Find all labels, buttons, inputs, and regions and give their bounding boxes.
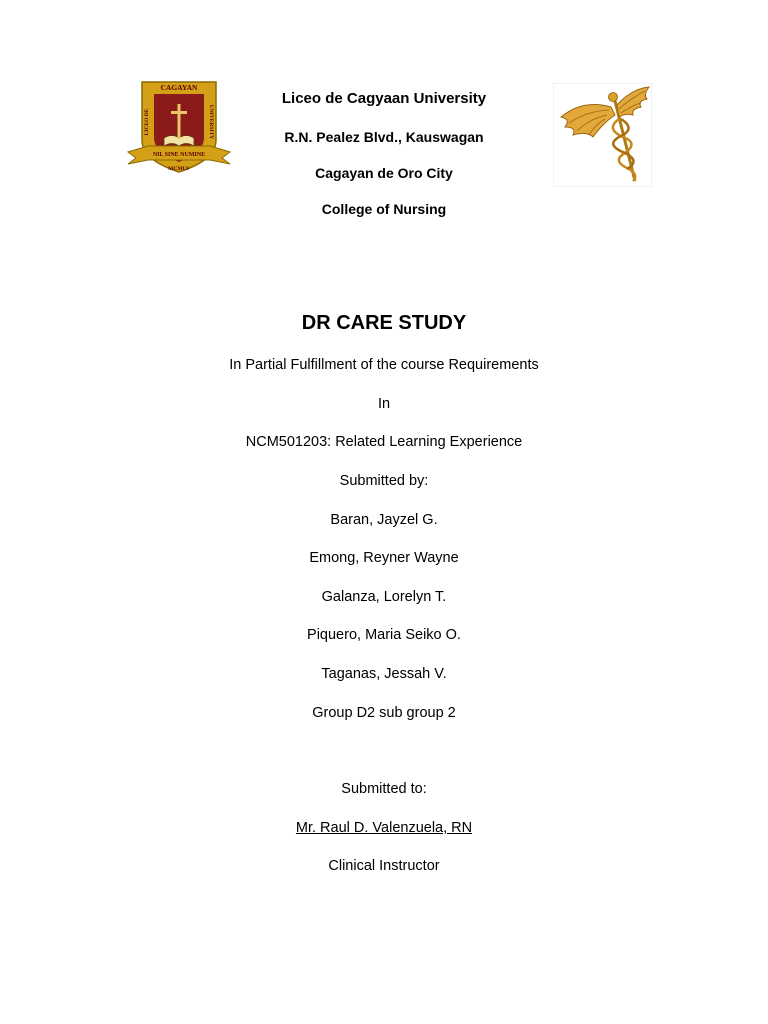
university-city: Cagayan de Oro City	[315, 165, 453, 181]
college-name: College of Nursing	[321, 201, 447, 217]
submitted-to-label: Submitted to:	[341, 781, 427, 797]
course-name: NCM501203: Related Learning Experience	[245, 434, 523, 450]
instructor-name-wrapper	[0, 821, 768, 836]
seal-left-text: LICEO DE	[144, 108, 150, 136]
fulfillment-text: In Partial Fulfillment of the course Requirements	[229, 357, 539, 373]
member-name: Taganas, Jessah V.	[321, 666, 447, 682]
member-name: Baran, Jayzel G.	[330, 512, 438, 528]
seal-ribbon-text: NIL SINE NUMINE	[152, 152, 206, 158]
instructor-name: Mr. Raul D. Valenzuela, RN	[295, 820, 473, 836]
group-name: Group D2 sub group 2	[312, 705, 456, 721]
member-name: Galanza, Lorelyn T.	[321, 589, 447, 605]
in-text: In	[377, 396, 391, 412]
submitted-by-label: Submitted by:	[339, 473, 429, 489]
caduceus-logo	[553, 83, 652, 187]
member-name: Piquero, Maria Seiko O.	[307, 627, 461, 643]
seal-top-text: CAGAYAN	[160, 83, 198, 92]
seal-right-text: UNIVERSITY	[208, 104, 214, 140]
member-name: Emong, Reyner Wayne	[309, 550, 459, 566]
seal-year-text: MCMLV	[168, 166, 190, 172]
document-title: DR CARE STUDY	[301, 312, 467, 334]
university-address: R.N. Pealez Blvd., Kauswagan	[284, 129, 484, 145]
instructor-title: Clinical Instructor	[328, 858, 440, 874]
university-name: Liceo de Cagyaan University	[281, 90, 487, 107]
